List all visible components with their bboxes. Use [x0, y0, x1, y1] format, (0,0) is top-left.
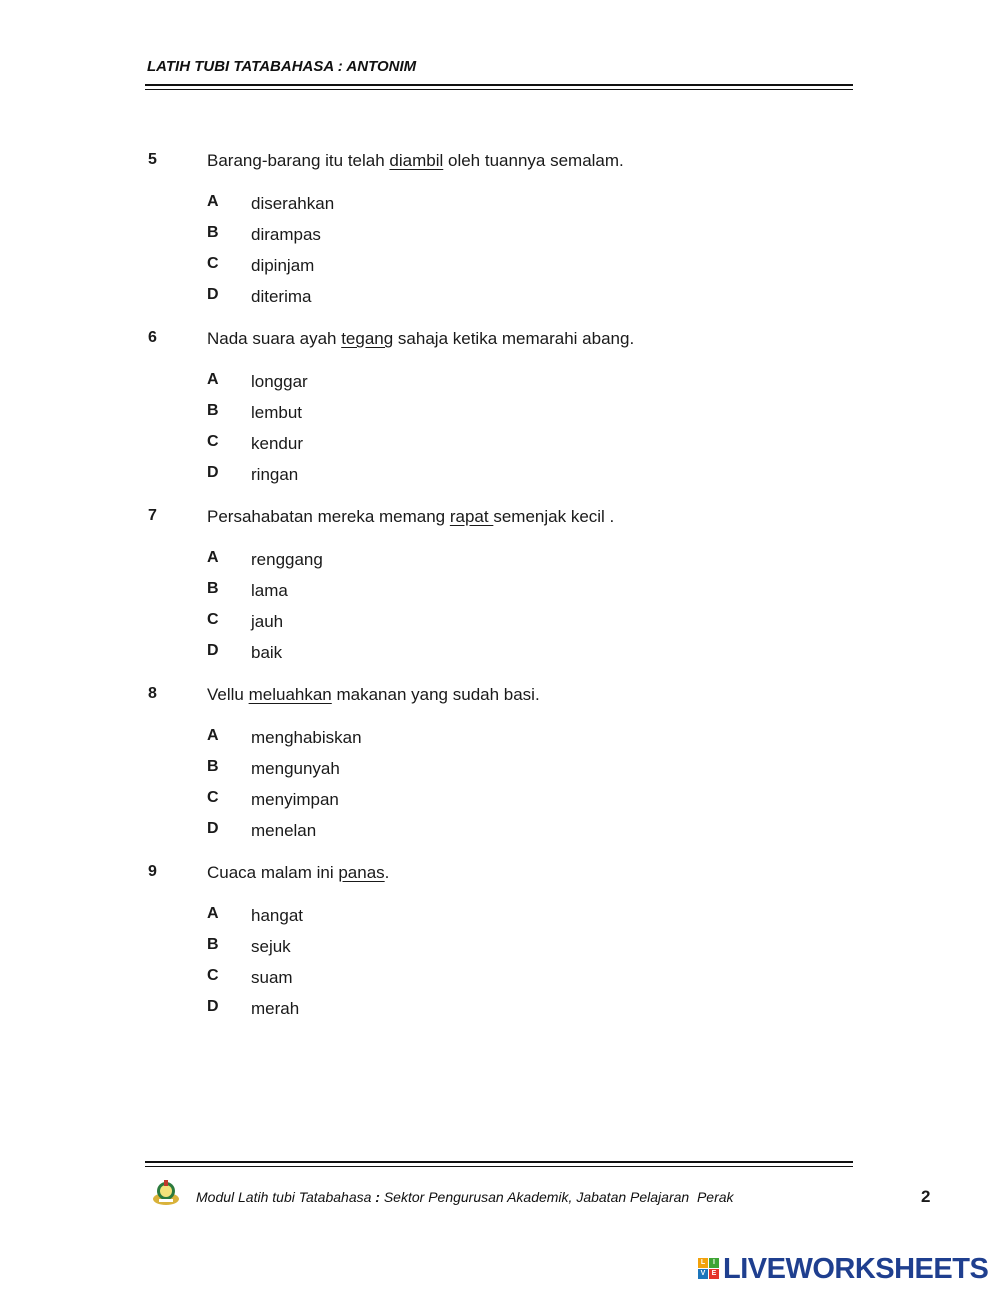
footer-rule-thin — [145, 1166, 853, 1167]
underlined-word: meluahkan — [248, 685, 332, 704]
option-letter: A — [207, 905, 219, 922]
option-c[interactable] — [0, 433, 600, 457]
option-letter: D — [207, 820, 219, 837]
footer-separator: : — [375, 1189, 380, 1205]
option-a[interactable] — [0, 727, 600, 751]
option-letter: B — [207, 402, 219, 419]
underlined-word: tegang — [341, 329, 394, 348]
question-number: 6 — [148, 329, 157, 346]
option-text: longgar — [251, 372, 308, 391]
brand-icon-letter-v: V — [698, 1269, 708, 1279]
option-letter: B — [207, 758, 219, 775]
option-text: sejuk — [251, 937, 291, 956]
option-text: menyimpan — [251, 790, 339, 809]
question-text-before: Cuaca malam ini — [207, 863, 339, 882]
option-letter: D — [207, 464, 219, 481]
option-letter: C — [207, 967, 219, 984]
option-text: ringan — [251, 465, 299, 484]
option-letter: B — [207, 224, 219, 241]
option-c[interactable] — [0, 255, 600, 279]
option-text: dipinjam — [251, 256, 315, 275]
option-text: menghabiskan — [251, 728, 362, 747]
option-b[interactable] — [0, 224, 600, 248]
option-c[interactable] — [0, 789, 600, 813]
option-letter: D — [207, 998, 219, 1015]
option-d[interactable] — [0, 998, 600, 1022]
option-a[interactable] — [0, 905, 600, 929]
liveworksheets-logo-icon — [698, 1258, 720, 1280]
question-text-after: makanan yang sudah basi. — [331, 685, 540, 704]
option-letter: C — [207, 789, 219, 806]
option-c[interactable] — [0, 611, 600, 635]
option-text: baik — [251, 643, 283, 662]
brand-icon-letter-e: E — [709, 1269, 719, 1279]
question-text-before: Barang-barang itu telah — [207, 151, 390, 170]
question-text-before: Persahabatan mereka memang — [207, 507, 450, 526]
option-letter: B — [207, 936, 219, 953]
question-number: 7 — [148, 507, 157, 524]
option-letter: C — [207, 255, 219, 272]
header-title: LATIH TUBI TATABAHASA : ANTONIM — [147, 58, 417, 75]
option-letter: B — [207, 580, 219, 597]
underlined-word: panas — [338, 863, 385, 882]
option-text: renggang — [251, 550, 323, 569]
option-b[interactable] — [0, 758, 600, 782]
option-letter: A — [207, 193, 219, 210]
question-text-before: Vellu — [207, 685, 249, 704]
option-text: diserahkan — [251, 194, 335, 213]
option-letter: A — [207, 371, 219, 388]
option-text: menelan — [251, 821, 317, 840]
option-b[interactable] — [0, 580, 600, 604]
option-d[interactable] — [0, 286, 600, 310]
option-text: lama — [251, 581, 288, 600]
question-text — [207, 685, 540, 705]
option-d[interactable] — [0, 464, 600, 488]
option-text: merah — [251, 999, 300, 1018]
option-text: dirampas — [251, 225, 321, 244]
question-text-before: Nada suara ayah — [207, 329, 342, 348]
option-letter: D — [207, 642, 219, 659]
footer-module-text: Modul Latih tubi Tatabahasa — [196, 1189, 376, 1205]
option-letter: C — [207, 433, 219, 450]
option-letter: C — [207, 611, 219, 628]
option-letter: A — [207, 727, 219, 744]
brand-icon-letter-l: L — [698, 1258, 708, 1268]
header-rule-thin — [145, 89, 853, 90]
question-text — [207, 863, 389, 883]
question-text-after: semenjak kecil . — [493, 507, 615, 526]
header-rule-thick — [145, 84, 853, 86]
option-b[interactable] — [0, 936, 600, 960]
brand-icon-letter-i: I — [709, 1258, 719, 1268]
option-d[interactable] — [0, 820, 600, 844]
question-text-after: oleh tuannya semalam. — [443, 151, 624, 170]
option-letter: A — [207, 549, 219, 566]
option-c[interactable] — [0, 967, 600, 991]
option-a[interactable] — [0, 371, 600, 395]
footer-rule-thick — [145, 1161, 853, 1163]
question-number: 9 — [148, 863, 157, 880]
question-text — [207, 329, 634, 349]
option-text: diterima — [251, 287, 312, 306]
option-a[interactable] — [0, 193, 600, 217]
option-a[interactable] — [0, 549, 600, 573]
option-text: suam — [251, 968, 293, 987]
question-number: 5 — [148, 151, 157, 168]
option-b[interactable] — [0, 402, 600, 426]
option-d[interactable] — [0, 642, 600, 666]
underlined-word: rapat — [449, 507, 494, 526]
option-text: lembut — [251, 403, 303, 422]
page-number: 2 — [921, 1187, 931, 1206]
option-text: mengunyah — [251, 759, 340, 778]
perak-crest-icon — [151, 1178, 181, 1208]
question-text-after: . — [384, 863, 390, 882]
question-number: 8 — [148, 685, 157, 702]
question-text-after: sahaja ketika memarahi abang. — [393, 329, 635, 348]
brand-name: LIVEWORKSHEETS — [723, 1253, 989, 1285]
option-letter: D — [207, 286, 219, 303]
option-text: hangat — [251, 906, 303, 925]
question-text — [207, 151, 624, 171]
footer-text — [196, 1189, 734, 1205]
option-text: jauh — [251, 612, 284, 631]
underlined-word: diambil — [389, 151, 444, 170]
question-text — [207, 507, 614, 527]
footer-department-text: Sektor Pengurusan Akademik, Jabatan Pelajaran Perak — [379, 1189, 734, 1205]
option-text: kendur — [251, 434, 303, 453]
